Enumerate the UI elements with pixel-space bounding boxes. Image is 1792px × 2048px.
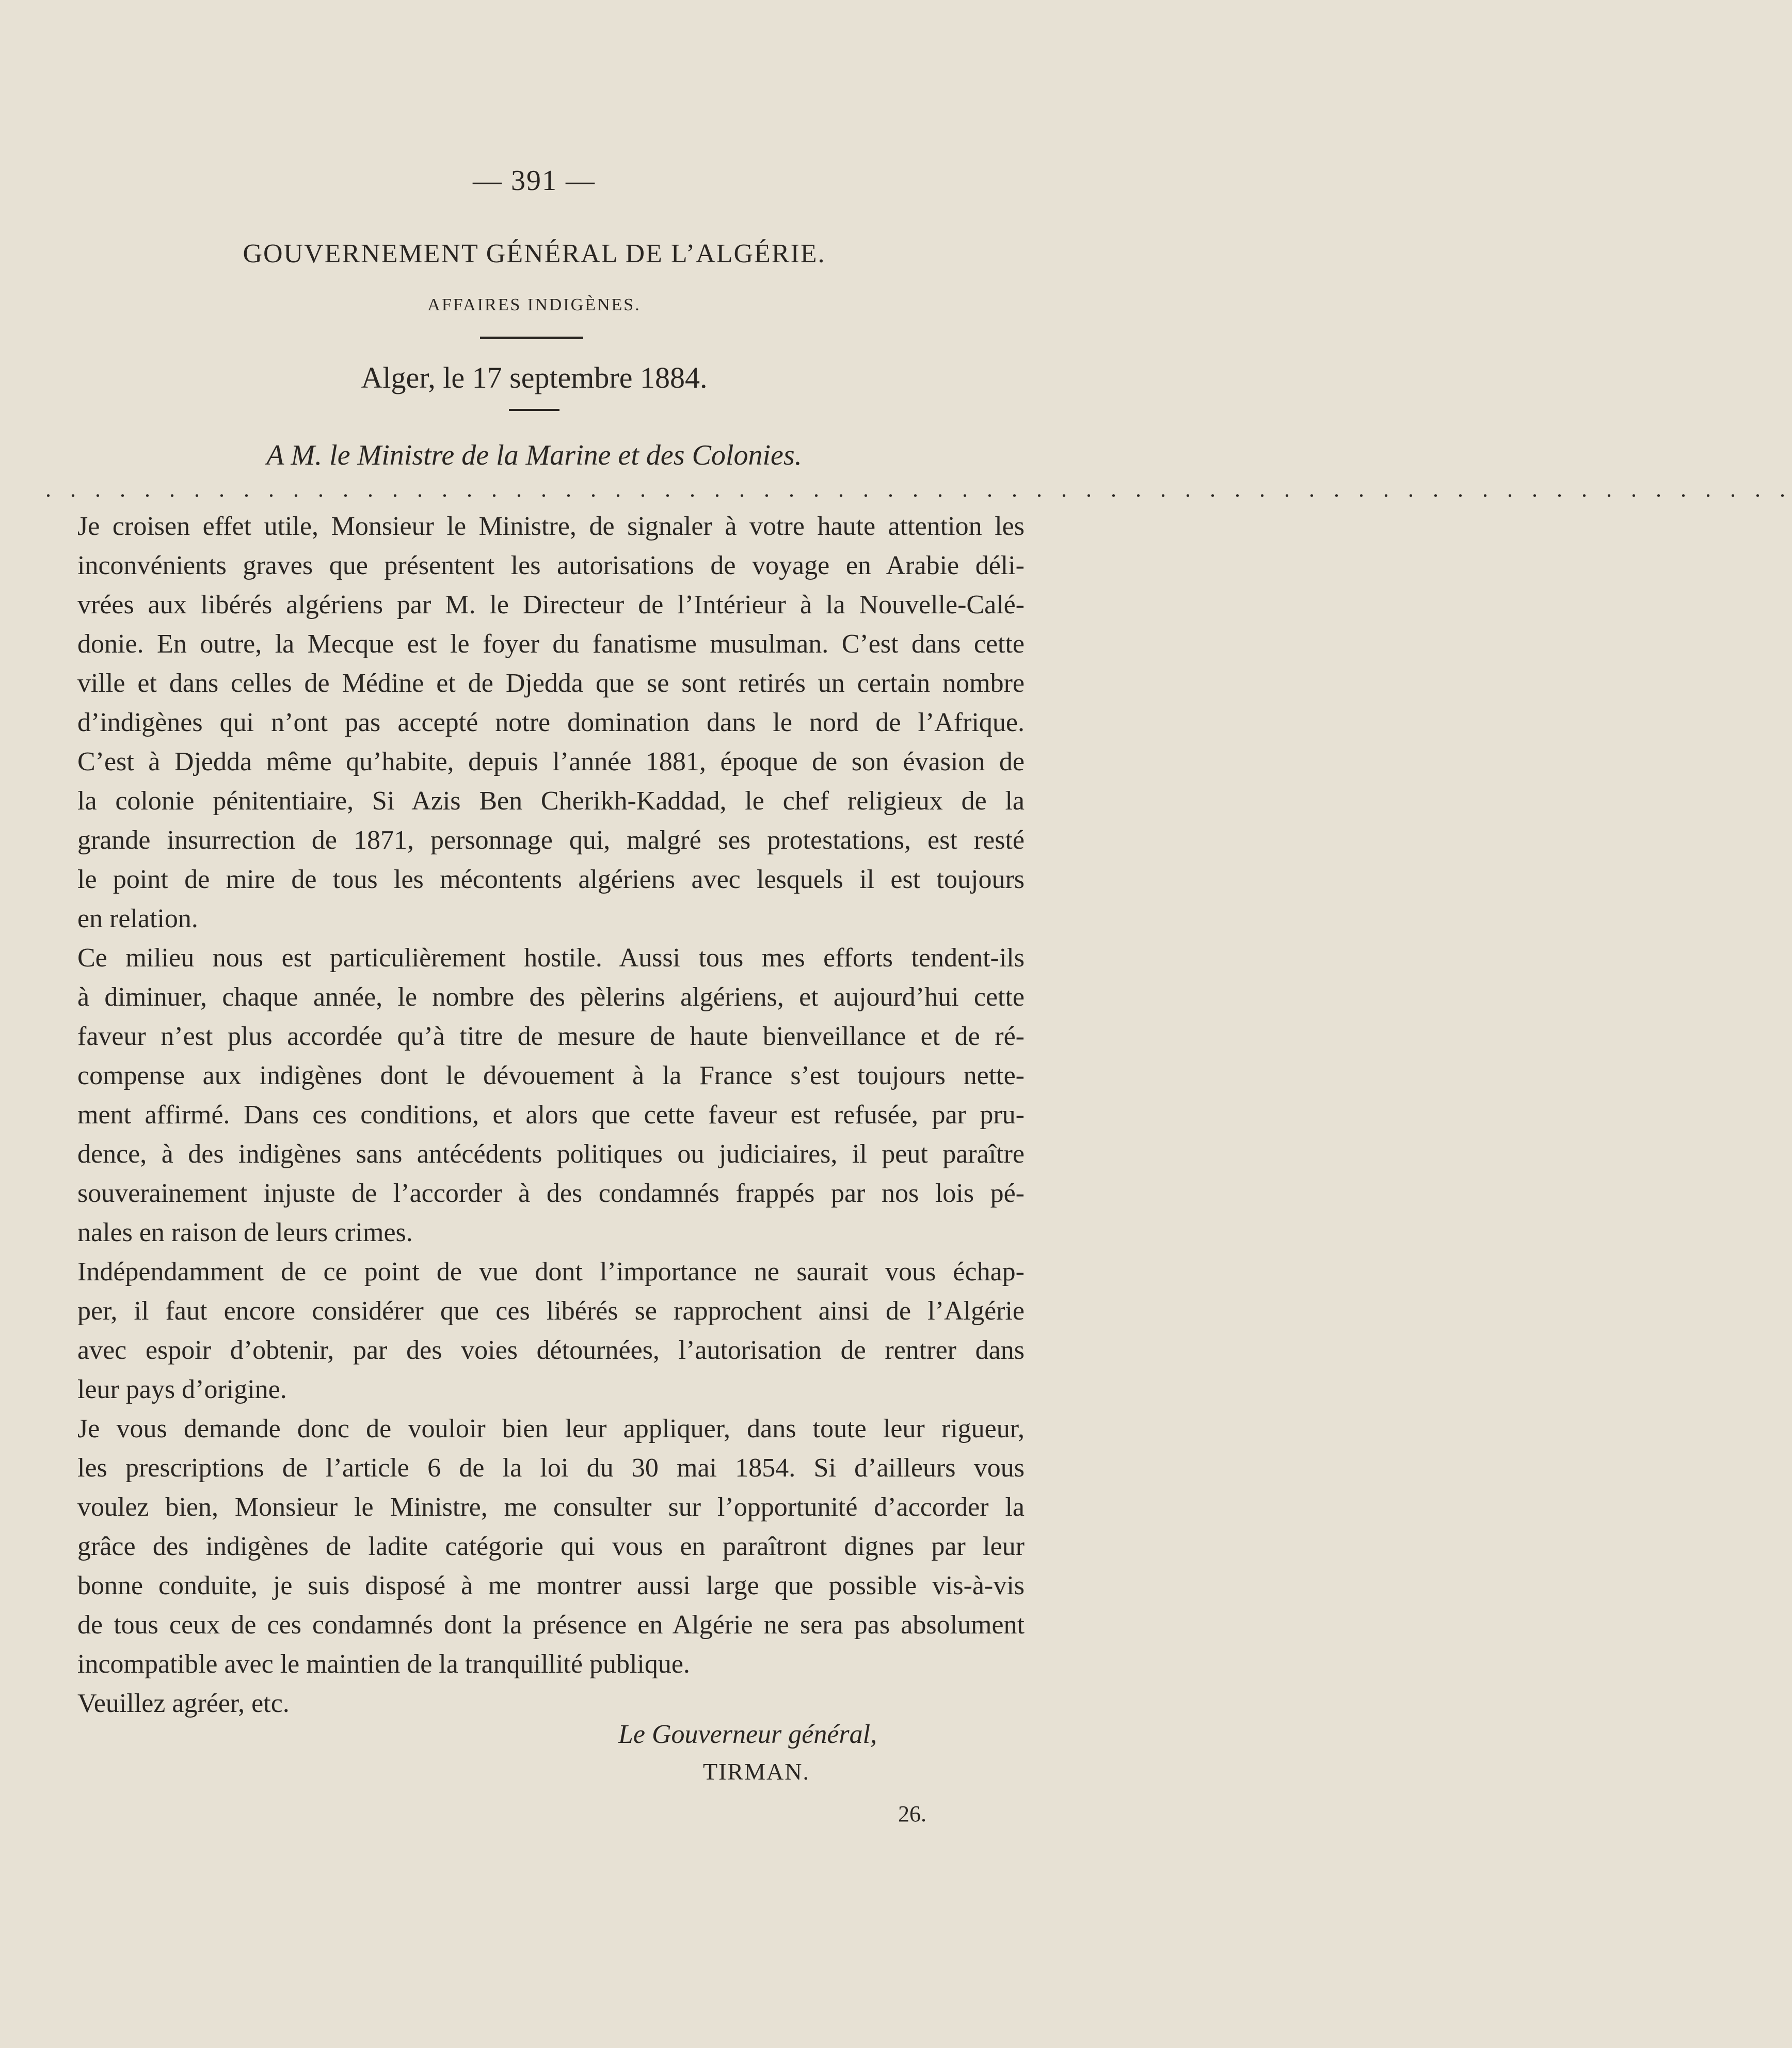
body-line: Ce milieu nous est particulièrement hostile. Aussi tous mes efforts tendent-ils	[77, 943, 1025, 973]
addressee: A M. le Ministre de la Marine et des Colonies.	[266, 439, 802, 471]
body-line: les prescriptions de l’article 6 de la loi du 30 mai 1854. Si d’ailleurs vous	[77, 1453, 1025, 1483]
body-line: le point de mire de tous les mécontents algériens avec lesquels il est toujours	[77, 865, 1025, 894]
body-line: Indépendamment de ce point de vue dont l’importance ne saurait vous échap-	[77, 1257, 1025, 1287]
page-number: — 391 —	[473, 165, 596, 197]
body-line: faveur n’est plus accordée qu’à titre de mesure de haute bienveillance et de ré-	[77, 1022, 1025, 1051]
body-line: nales en raison de leurs crimes.	[77, 1218, 413, 1247]
heading-divider	[480, 337, 583, 339]
body-line: Je croisen effet utile, Monsieur le Ministre, de signaler à votre haute attention les	[77, 512, 1025, 541]
ellipsis-line: . . . . . . . . . . . . . . . . . . . . . . . . . . . . . . . . . . . . . . . . . . . . . . . . . . . . . . . . . . . . . . . . . . . . . . .	[45, 477, 1792, 502]
body-line: dence, à des indigènes sans antécédents politiques ou judiciaires, il peut paraître	[77, 1139, 1025, 1169]
body-line: voulez bien, Monsieur le Ministre, me consulter sur l’opportunité d’accorder la	[77, 1493, 1025, 1522]
body-line: d’indigènes qui n’ont pas accepté notre domination dans le nord de l’Afrique.	[77, 708, 1025, 737]
body-line: grande insurrection de 1871, personnage qui, malgré ses protestations, est resté	[77, 825, 1025, 855]
body-line: de tous ceux de ces condamnés dont la présence en Algérie ne sera pas absolument	[77, 1610, 1025, 1640]
body-line: bonne conduite, je suis disposé à me montrer aussi large que possible vis-à-vis	[77, 1571, 1025, 1600]
body-line: ville et dans celles de Médine et de Djedda que se sont retirés un certain nombre	[77, 669, 1025, 698]
closing-formula: Veuillez agréer, etc.	[77, 1689, 290, 1718]
body-line: à diminuer, chaque année, le nombre des pèlerins algériens, et aujourd’hui cette	[77, 982, 1025, 1012]
body-line: donie. En outre, la Mecque est le foyer du fanatisme musulman. C’est dans cette	[77, 629, 1025, 659]
signature-title: Le Gouverneur général,	[618, 1720, 877, 1749]
body-line: inconvénients graves que présentent les autorisations de voyage en Arabie déli-	[77, 551, 1025, 580]
body-line: ment affirmé. Dans ces conditions, et alors que cette faveur est refusée, par pru-	[77, 1100, 1025, 1130]
body-line: leur pays d’origine.	[77, 1375, 287, 1404]
body-line: en relation.	[77, 904, 198, 933]
body-line: compense aux indigènes dont le dévouement à la France s’est toujours nette-	[77, 1061, 1025, 1090]
letter-body	[77, 507, 1025, 1684]
paragraph-4	[77, 1409, 1025, 1684]
body-line: souverainement injuste de l’accorder à des condamnés frappés par nos lois pé-	[77, 1179, 1025, 1208]
body-line: la colonie pénitentiaire, Si Azis Ben Cherikh-Kaddad, le chef religieux de la	[77, 786, 1025, 816]
signature-name: TIRMAN.	[703, 1758, 810, 1785]
body-line: C’est à Djedda même qu’habite, depuis l’année 1881, époque de son évasion de	[77, 747, 1025, 776]
dateline: Alger, le 17 septembre 1884.	[361, 361, 708, 394]
paragraph-1	[77, 507, 1025, 939]
paragraph-3	[77, 1252, 1025, 1409]
body-line: avec espoir d’obtenir, par des voies détournées, l’autorisation de rentrer dans	[77, 1336, 1025, 1365]
body-line: incompatible avec le maintien de la tranquillité publique.	[77, 1649, 690, 1679]
document-subheading: AFFAIRES INDIGÈNES.	[427, 295, 641, 314]
body-line: vrées aux libérés algériens par M. le Directeur de l’Intérieur à la Nouvelle-Calé-	[77, 590, 1025, 620]
body-line: grâce des indigènes de ladite catégorie qui vous en paraîtront dignes par leur	[77, 1532, 1025, 1561]
document-heading: GOUVERNEMENT GÉNÉRAL DE L’ALGÉRIE.	[243, 239, 826, 268]
paragraph-2	[77, 939, 1025, 1252]
dateline-divider	[509, 409, 559, 411]
body-line: Je vous demande donc de vouloir bien leur appliquer, dans toute leur rigueur,	[77, 1414, 1025, 1443]
sheet-signature-number: 26.	[898, 1801, 926, 1827]
body-line: per, il faut encore considérer que ces libérés se rapprochent ainsi de l’Algérie	[77, 1296, 1025, 1326]
